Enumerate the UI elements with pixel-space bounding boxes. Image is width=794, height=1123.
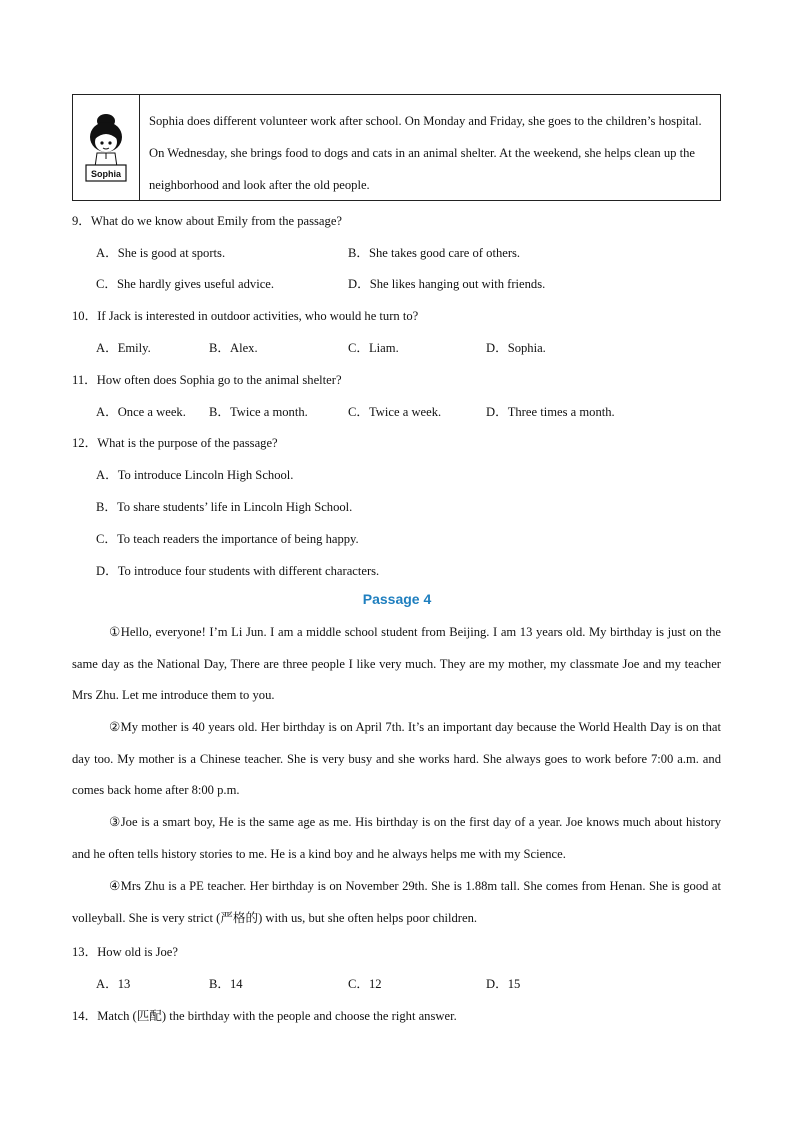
paragraph-2 — [72, 711, 721, 807]
paragraph-1 — [72, 616, 721, 712]
paragraph-3 — [72, 806, 721, 870]
q13-option-b[interactable]: B．14 — [209, 977, 243, 991]
q11-option-d[interactable]: D．Three times a month. — [486, 405, 615, 419]
q10-option-d[interactable]: D．Sophia. — [486, 341, 546, 355]
paragraph-3-number: ③ — [109, 814, 121, 829]
question-9-stem: 9．What do we know about Emily from the passage? — [72, 214, 342, 228]
q10-option-a[interactable]: A．Emily. — [96, 341, 151, 355]
q9-option-d[interactable]: D．She likes hanging out with friends. — [348, 277, 546, 291]
question-14-stem: 14．Match (匹配) the birthday with the people and choose the right answer. — [72, 1009, 457, 1023]
paragraph-4-number: ④ — [109, 878, 121, 893]
question-13-stem: 13．How old is Joe? — [72, 945, 178, 959]
girl-icon — [73, 95, 139, 200]
q11-option-b[interactable]: B．Twice a month. — [209, 405, 308, 419]
paragraph-1-text: Hello, everyone! I’m Li Jun. I am a middle school student from Beijing. I am 13 years old. My birthday is just on the same day as the National Day, There are three people I like very much. They are my mother, my classmate Joe and my teacher Mrs Zhu. Let me introduce them to you. — [72, 625, 721, 703]
q10-option-b[interactable]: B．Alex. — [209, 341, 258, 355]
paragraph-1-number: ① — [109, 624, 121, 639]
paragraph-2-number: ② — [109, 719, 121, 734]
question-10-stem: 10．If Jack is interested in outdoor activities, who would he turn to? — [72, 309, 419, 323]
profile-box — [72, 94, 721, 201]
profile-text: Sophia does different volunteer work after school. On Monday and Friday, she goes to the children’s hospital. On Wednesday, she brings food to dogs and cats in an animal shelter. At the weekend, she helps clean up the neighborhood and look after the old people. — [149, 114, 702, 192]
q13-option-a[interactable]: A．13 — [96, 977, 131, 991]
sophia-name-tag: Sophia — [90, 169, 122, 179]
question-11-stem: 11．How often does Sophia go to the animal shelter? — [72, 373, 342, 387]
paragraph-2-text: My mother is 40 years old. Her birthday is on April 7th. It’s an important day because the World Health Day is on that day too. My mother is a Chinese teacher. She is very busy and she works hard. She always goes to work before 7:00 a.m. and comes back home after 8:00 p.m. — [72, 720, 721, 798]
passage-title: Passage 4 — [362, 591, 432, 607]
paragraph-4-text: Mrs Zhu is a PE teacher. Her birthday is on November 29th. She is 1.88m tall. She comes from Henan. She is good at volleyball. She is very strict (严格的) with us, but she often helps poor children. — [72, 879, 721, 925]
sophia-portrait — [73, 95, 140, 200]
question-12-stem: 12．What is the purpose of the passage? — [72, 436, 278, 450]
q13-option-c[interactable]: C．12 — [348, 977, 382, 991]
q12-option-b[interactable]: B．To share students’ life in Lincoln High School. — [96, 500, 353, 514]
paragraph-3-text: Joe is a smart boy, He is the same age as me. His birthday is on the first day of a year. Joe knows much about history and he often tells history stories to me. He is a kind boy and he always helps me with my Science. — [72, 815, 721, 861]
q9-option-a[interactable]: A．She is good at sports. — [96, 246, 226, 260]
q11-option-a[interactable]: A．Once a week. — [96, 405, 186, 419]
q9-option-c[interactable]: C．She hardly gives useful advice. — [96, 277, 275, 291]
q12-option-d[interactable]: D．To introduce four students with different characters. — [96, 564, 380, 578]
q13-option-d[interactable]: D．15 — [486, 977, 521, 991]
q12-option-c[interactable]: C．To teach readers the importance of being happy. — [96, 532, 359, 546]
q9-option-b[interactable]: B．She takes good care of others. — [348, 246, 521, 260]
q10-option-c[interactable]: C．Liam. — [348, 341, 399, 355]
paragraph-4 — [72, 870, 721, 934]
q11-option-c[interactable]: C．Twice a week. — [348, 405, 442, 419]
q12-option-a[interactable]: A．To introduce Lincoln High School. — [96, 468, 294, 482]
